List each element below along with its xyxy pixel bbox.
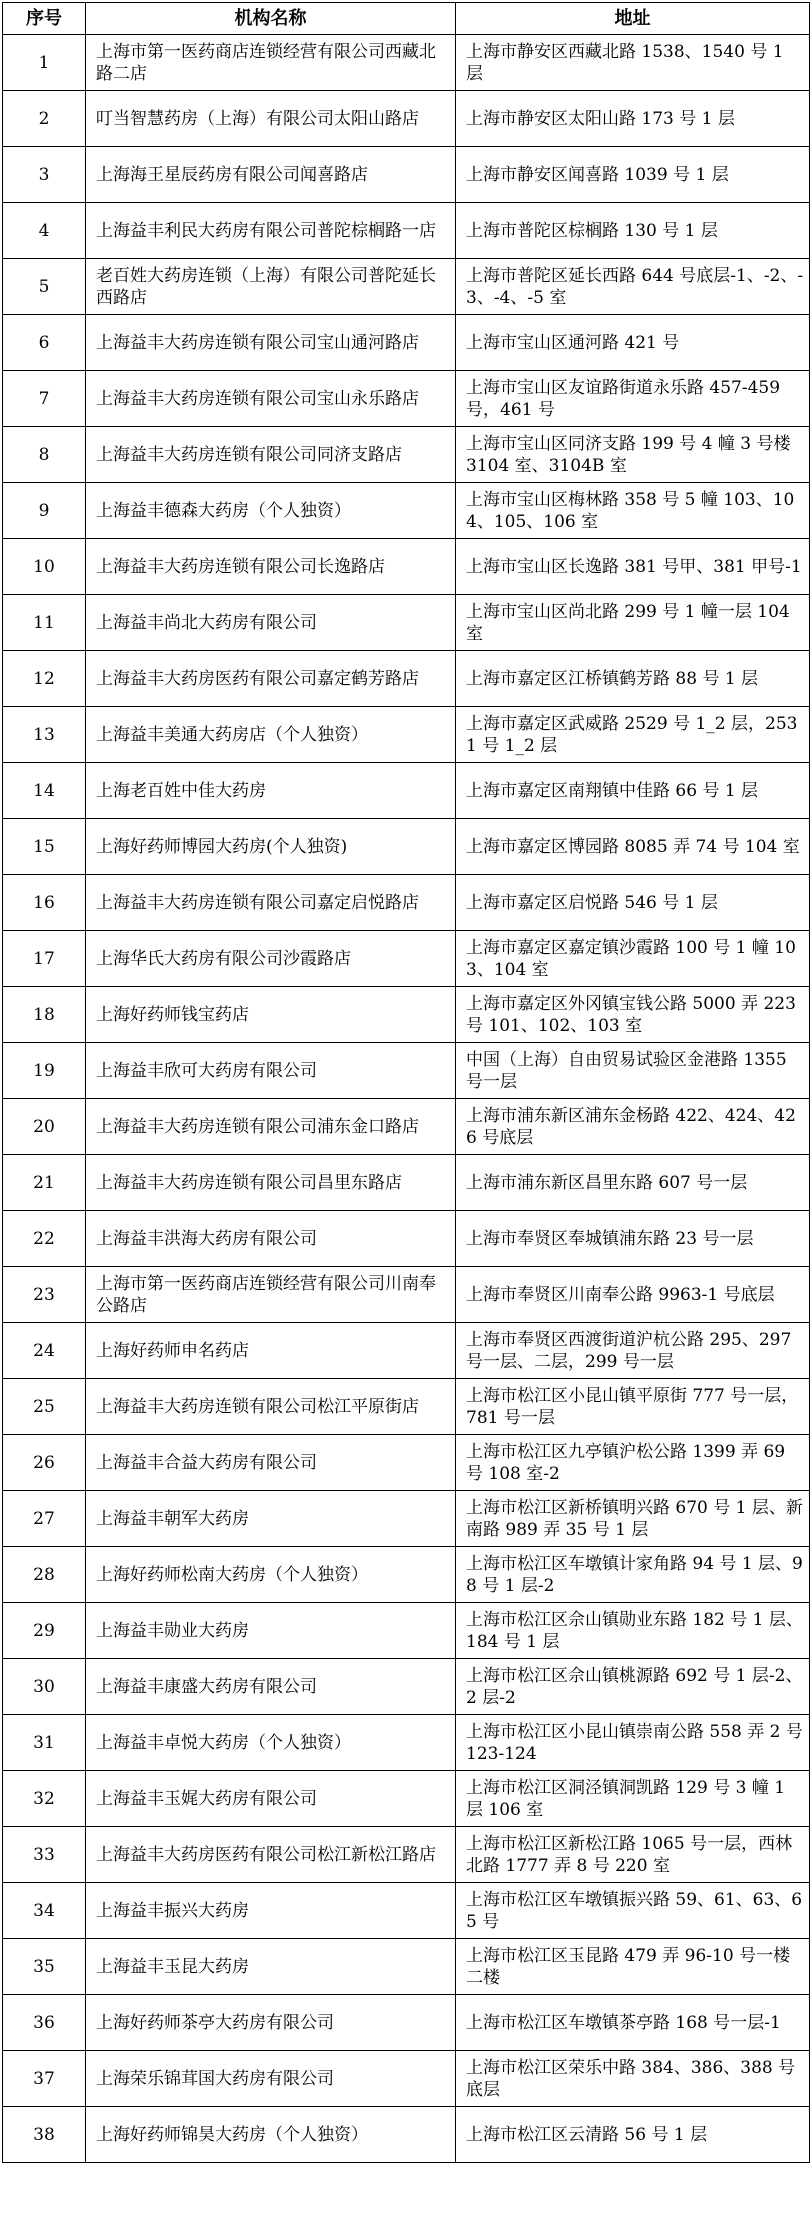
row-index-cell: 35 (3, 1939, 86, 1995)
address-cell: 上海市普陀区延长西路 644 号底层-1、-2、-3、-4、-5 室 (456, 259, 810, 315)
table-row (3, 1995, 810, 2051)
table-row (3, 987, 810, 1043)
institution-name-cell: 上海好药师锦昊大药房（个人独资） (86, 2107, 456, 2163)
address-cell: 上海市奉贤区奉城镇浦东路 23 号一层 (456, 1211, 810, 1267)
address-cell: 上海市松江区车墩镇茶亭路 168 号一层-1 (456, 1995, 810, 2051)
row-index-cell: 1 (3, 35, 86, 91)
institution-name-cell: 上海好药师松南大药房（个人独资） (86, 1547, 456, 1603)
row-index-cell: 9 (3, 483, 86, 539)
institution-name-cell: 上海益丰大药房连锁有限公司宝山永乐路店 (86, 371, 456, 427)
address-cell: 上海市嘉定区外冈镇宝钱公路 5000 弄 223 号 101、102、103 室 (456, 987, 810, 1043)
table-row (3, 1211, 810, 1267)
table-row (3, 707, 810, 763)
table-row (3, 1603, 810, 1659)
address-cell: 上海市宝山区友谊路街道永乐路 457-459 号，461 号 (456, 371, 810, 427)
table-row (3, 35, 810, 91)
institution-name-cell: 上海市第一医药商店连锁经营有限公司西藏北路二店 (86, 35, 456, 91)
institution-name-cell: 上海益丰康盛大药房有限公司 (86, 1659, 456, 1715)
row-index-cell: 31 (3, 1715, 86, 1771)
table-row (3, 203, 810, 259)
table-row (3, 1155, 810, 1211)
table-row (3, 1491, 810, 1547)
address-cell: 上海市松江区车墩镇计家角路 94 号 1 层、98 号 1 层-2 (456, 1547, 810, 1603)
table-row (3, 539, 810, 595)
institution-name-cell: 上海益丰大药房连锁有限公司嘉定启悦路店 (86, 875, 456, 931)
address-cell: 上海市嘉定区启悦路 546 号 1 层 (456, 875, 810, 931)
row-index-cell: 15 (3, 819, 86, 875)
row-index-cell: 12 (3, 651, 86, 707)
institution-name-cell: 上海好药师博园大药房(个人独资) (86, 819, 456, 875)
table-row (3, 147, 810, 203)
institution-name-cell: 上海好药师钱宝药店 (86, 987, 456, 1043)
table-row (3, 819, 810, 875)
address-cell: 上海市宝山区长逸路 381 号甲、381 甲号-1 (456, 539, 810, 595)
address-cell: 上海市嘉定区嘉定镇沙霞路 100 号 1 幢 103、104 室 (456, 931, 810, 987)
address-cell: 上海市松江区车墩镇振兴路 59、61、63、65 号 (456, 1883, 810, 1939)
row-index-cell: 34 (3, 1883, 86, 1939)
address-cell: 上海市松江区新桥镇明兴路 670 号 1 层、新南路 989 弄 35 号 1 层 (456, 1491, 810, 1547)
row-index-cell: 16 (3, 875, 86, 931)
table-row (3, 763, 810, 819)
institution-name-cell: 上海益丰大药房连锁有限公司松江平原街店 (86, 1379, 456, 1435)
address-cell: 中国（上海）自由贸易试验区金港路 1355 号一层 (456, 1043, 810, 1099)
address-cell: 上海市静安区闻喜路 1039 号 1 层 (456, 147, 810, 203)
row-index-cell: 27 (3, 1491, 86, 1547)
table-row (3, 1043, 810, 1099)
row-index-cell: 30 (3, 1659, 86, 1715)
table-row (3, 931, 810, 987)
header-row (3, 3, 810, 35)
table-row (3, 875, 810, 931)
table-body (3, 35, 810, 2163)
address-cell: 上海市宝山区尚北路 299 号 1 幢一层 104 室 (456, 595, 810, 651)
row-index-cell: 8 (3, 427, 86, 483)
row-index-cell: 23 (3, 1267, 86, 1323)
row-index-cell: 10 (3, 539, 86, 595)
row-index-cell: 14 (3, 763, 86, 819)
address-cell: 上海市松江区小昆山镇崇南公路 558 弄 2 号 123-124 (456, 1715, 810, 1771)
institution-name-cell: 上海好药师茶亭大药房有限公司 (86, 1995, 456, 2051)
address-cell: 上海市松江区小昆山镇平原街 777 号一层，781 号一层 (456, 1379, 810, 1435)
row-index-cell: 29 (3, 1603, 86, 1659)
institution-name-cell: 上海益丰大药房医药有限公司嘉定鹤芳路店 (86, 651, 456, 707)
institution-name-cell: 上海益丰玉昆大药房 (86, 1939, 456, 1995)
address-cell: 上海市松江区新松江路 1065 号一层，西林北路 1777 弄 8 号 220 室 (456, 1827, 810, 1883)
institution-name-cell: 老百姓大药房连锁（上海）有限公司普陀延长西路店 (86, 259, 456, 315)
table-row (3, 91, 810, 147)
table-row (3, 1883, 810, 1939)
institution-name-cell: 上海益丰美通大药房店（个人独资） (86, 707, 456, 763)
row-index-cell: 24 (3, 1323, 86, 1379)
table-row (3, 1547, 810, 1603)
table-row (3, 1659, 810, 1715)
institution-name-cell: 上海益丰大药房连锁有限公司昌里东路店 (86, 1155, 456, 1211)
table-row (3, 427, 810, 483)
address-cell: 上海市奉贤区川南奉公路 9963-1 号底层 (456, 1267, 810, 1323)
address-cell: 上海市嘉定区博园路 8085 弄 74 号 104 室 (456, 819, 810, 875)
header-index: 序号 (3, 3, 86, 35)
address-cell: 上海市普陀区棕榈路 130 号 1 层 (456, 203, 810, 259)
institution-name-cell: 上海益丰振兴大药房 (86, 1883, 456, 1939)
row-index-cell: 19 (3, 1043, 86, 1099)
institution-name-cell: 叮当智慧药房（上海）有限公司太阳山路店 (86, 91, 456, 147)
address-cell: 上海市宝山区通河路 421 号 (456, 315, 810, 371)
row-index-cell: 13 (3, 707, 86, 763)
address-cell: 上海市浦东新区浦东金杨路 422、424、426 号底层 (456, 1099, 810, 1155)
row-index-cell: 28 (3, 1547, 86, 1603)
institution-name-cell: 上海益丰德森大药房（个人独资） (86, 483, 456, 539)
institution-name-cell: 上海益丰合益大药房有限公司 (86, 1435, 456, 1491)
table-row (3, 2051, 810, 2107)
address-cell: 上海市嘉定区武威路 2529 号 1_2 层，2531 号 1_2 层 (456, 707, 810, 763)
institution-name-cell: 上海海王星辰药房有限公司闻喜路店 (86, 147, 456, 203)
table-row (3, 595, 810, 651)
address-cell: 上海市松江区佘山镇勋业东路 182 号 1 层、184 号 1 层 (456, 1603, 810, 1659)
row-index-cell: 4 (3, 203, 86, 259)
institution-name-cell: 上海益丰朝军大药房 (86, 1491, 456, 1547)
address-cell: 上海市静安区西藏北路 1538、1540 号 1 层 (456, 35, 810, 91)
institution-name-cell: 上海益丰大药房连锁有限公司宝山通河路店 (86, 315, 456, 371)
address-cell: 上海市浦东新区昌里东路 607 号一层 (456, 1155, 810, 1211)
address-cell: 上海市松江区佘山镇桃源路 692 号 1 层-2、2 层-2 (456, 1659, 810, 1715)
table-row (3, 259, 810, 315)
table-row (3, 483, 810, 539)
row-index-cell: 6 (3, 315, 86, 371)
row-index-cell: 3 (3, 147, 86, 203)
row-index-cell: 7 (3, 371, 86, 427)
institution-name-cell: 上海益丰勋业大药房 (86, 1603, 456, 1659)
table-row (3, 1771, 810, 1827)
institution-name-cell: 上海益丰玉娓大药房有限公司 (86, 1771, 456, 1827)
pharmacy-table (2, 2, 810, 2163)
institution-name-cell: 上海益丰洪海大药房有限公司 (86, 1211, 456, 1267)
table-row (3, 1715, 810, 1771)
header-address: 地址 (456, 3, 810, 35)
table-row (3, 2107, 810, 2163)
row-index-cell: 20 (3, 1099, 86, 1155)
institution-name-cell: 上海益丰大药房连锁有限公司同济支路店 (86, 427, 456, 483)
table-row (3, 1379, 810, 1435)
table-header (3, 3, 810, 35)
address-cell: 上海市松江区荣乐中路 384、386、388 号底层 (456, 2051, 810, 2107)
table-row (3, 1435, 810, 1491)
address-cell: 上海市宝山区同济支路 199 号 4 幢 3 号楼 3104 室、3104B 室 (456, 427, 810, 483)
row-index-cell: 5 (3, 259, 86, 315)
institution-name-cell: 上海益丰尚北大药房有限公司 (86, 595, 456, 651)
row-index-cell: 38 (3, 2107, 86, 2163)
table-row (3, 371, 810, 427)
institution-name-cell: 上海华氏大药房有限公司沙霞路店 (86, 931, 456, 987)
table-row (3, 1939, 810, 1995)
row-index-cell: 21 (3, 1155, 86, 1211)
table-row (3, 1099, 810, 1155)
institution-name-cell: 上海益丰大药房连锁有限公司长逸路店 (86, 539, 456, 595)
institution-name-cell: 上海好药师申名药店 (86, 1323, 456, 1379)
address-cell: 上海市宝山区梅林路 358 号 5 幢 103、104、105、106 室 (456, 483, 810, 539)
address-cell: 上海市嘉定区江桥镇鹤芳路 88 号 1 层 (456, 651, 810, 707)
header-institution-name: 机构名称 (86, 3, 456, 35)
row-index-cell: 32 (3, 1771, 86, 1827)
row-index-cell: 17 (3, 931, 86, 987)
row-index-cell: 37 (3, 2051, 86, 2107)
institution-name-cell: 上海益丰利民大药房有限公司普陀棕榈路一店 (86, 203, 456, 259)
row-index-cell: 26 (3, 1435, 86, 1491)
institution-name-cell: 上海老百姓中佳大药房 (86, 763, 456, 819)
address-cell: 上海市静安区太阳山路 173 号 1 层 (456, 91, 810, 147)
row-index-cell: 18 (3, 987, 86, 1043)
address-cell: 上海市松江区云清路 56 号 1 层 (456, 2107, 810, 2163)
row-index-cell: 36 (3, 1995, 86, 2051)
address-cell: 上海市松江区九亭镇沪松公路 1399 弄 69 号 108 室-2 (456, 1435, 810, 1491)
institution-name-cell: 上海荣乐锦茸国大药房有限公司 (86, 2051, 456, 2107)
address-cell: 上海市松江区玉昆路 479 弄 96-10 号一楼二楼 (456, 1939, 810, 1995)
table-row (3, 651, 810, 707)
table-row (3, 1267, 810, 1323)
institution-name-cell: 上海市第一医药商店连锁经营有限公司川南奉公路店 (86, 1267, 456, 1323)
row-index-cell: 25 (3, 1379, 86, 1435)
row-index-cell: 22 (3, 1211, 86, 1267)
institution-name-cell: 上海益丰大药房医药有限公司松江新松江路店 (86, 1827, 456, 1883)
institution-name-cell: 上海益丰大药房连锁有限公司浦东金口路店 (86, 1099, 456, 1155)
table-row (3, 315, 810, 371)
row-index-cell: 2 (3, 91, 86, 147)
table-row (3, 1323, 810, 1379)
institution-name-cell: 上海益丰卓悦大药房（个人独资） (86, 1715, 456, 1771)
address-cell: 上海市嘉定区南翔镇中佳路 66 号 1 层 (456, 763, 810, 819)
table-row (3, 1827, 810, 1883)
row-index-cell: 11 (3, 595, 86, 651)
institution-name-cell: 上海益丰欣可大药房有限公司 (86, 1043, 456, 1099)
row-index-cell: 33 (3, 1827, 86, 1883)
address-cell: 上海市松江区洞泾镇洞凯路 129 号 3 幢 1 层 106 室 (456, 1771, 810, 1827)
address-cell: 上海市奉贤区西渡街道沪杭公路 295、297 号一层、二层，299 号一层 (456, 1323, 810, 1379)
